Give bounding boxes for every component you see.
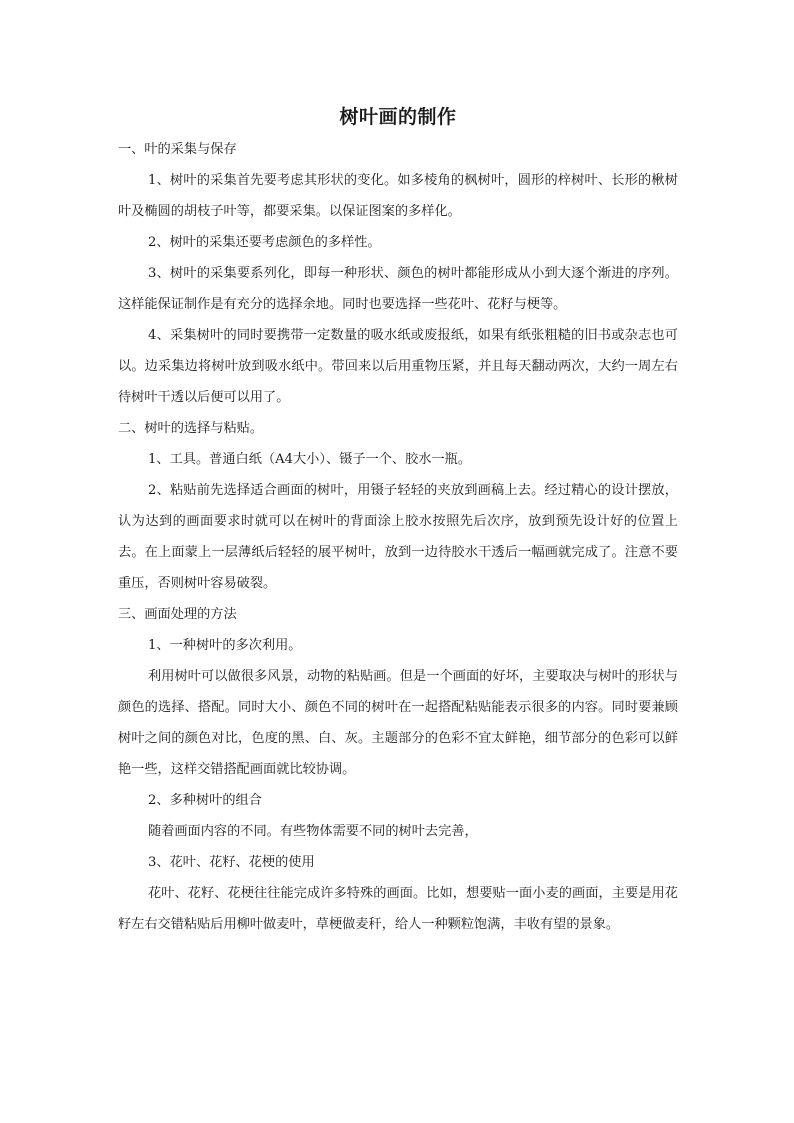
section-3 xyxy=(118,599,678,940)
paragraph: 2、粘贴前先选择适合画面的树叶，用镊子轻轻的夹放到画稿上去。经过精心的设计摆放，认为达到的画面要求时就可以在树叶的背面涂上胶水按照先后次序，放到预先设计好的位置上去。在上面蒙上一层薄纸后轻轻的展平树叶，放到一边待胶水干透后一幅画就完成了。注意不要重压，否则树叶容易破裂。 xyxy=(118,483,678,591)
document-body xyxy=(118,103,678,940)
paragraph: 花叶、花籽、花梗往往能完成许多特殊的画面。比如，想要贴一面小麦的画面，主要是用花籽左右交错粘贴后用柳叶做麦叶，草梗做麦秆，给人一种颗粒饱满，丰收有望的景象。 xyxy=(118,886,678,932)
section-1 xyxy=(118,134,678,413)
section-heading: 二、树叶的选择与粘贴。 xyxy=(118,421,264,436)
section-heading: 三、画面处理的方法 xyxy=(118,607,237,622)
document-title: 树叶画的制作 xyxy=(339,106,457,128)
paragraph: 2、多种树叶的组合 xyxy=(148,793,262,808)
paragraph: 随着画面内容的不同。有些物体需要不同的树叶去完善， xyxy=(148,824,478,839)
paragraph: 3、花叶、花籽、花梗的使用 xyxy=(148,855,315,870)
paragraph: 利用树叶可以做很多风景，动物的粘贴画。但是一个画面的好坏，主要取决与树叶的形状与颜色的选择、搭配。同时大小、颜色不同的树叶在一起搭配粘贴能表示很多的内容。同时要兼顾树叶之间的颜色对比，色度的黑、白、灰。主题部分的色彩不宜太鲜艳，细节部分的色彩可以鲜艳一些，这样交错搭配画面就比较协调。 xyxy=(118,669,678,777)
paragraph: 1、树叶的采集首先要考虑其形状的变化。如多棱角的枫树叶，圆形的梓树叶、长形的楸树叶及椭圆的胡枝子叶等，都要采集。以保证图案的多样化。 xyxy=(118,173,678,219)
paragraph: 1、工具。普通白纸（A4大小）、镊子一个、胶水一瓶。 xyxy=(148,452,472,467)
section-heading: 一、叶的采集与保存 xyxy=(118,142,237,157)
paragraph: 2、树叶的采集还要考虑颜色的多样性。 xyxy=(148,235,381,250)
paragraph: 4、采集树叶的同时要携带一定数量的吸水纸或废报纸，如果有纸张粗糙的旧书或杂志也可以。边采集边将树叶放到吸水纸中。带回来以后用重物压紧，并且每天翻动两次，大约一周左右待树叶干透以后便可以用了。 xyxy=(118,328,678,405)
section-2 xyxy=(118,413,678,599)
paragraph: 1、一种树叶的多次利用。 xyxy=(148,638,302,653)
paragraph: 3、树叶的采集要系列化，即每一种形状、颜色的树叶都能形成从小到大逐个渐进的序列。这样能保证制作是有充分的选择余地。同时也要选择一些花叶、花籽与梗等。 xyxy=(118,266,678,312)
